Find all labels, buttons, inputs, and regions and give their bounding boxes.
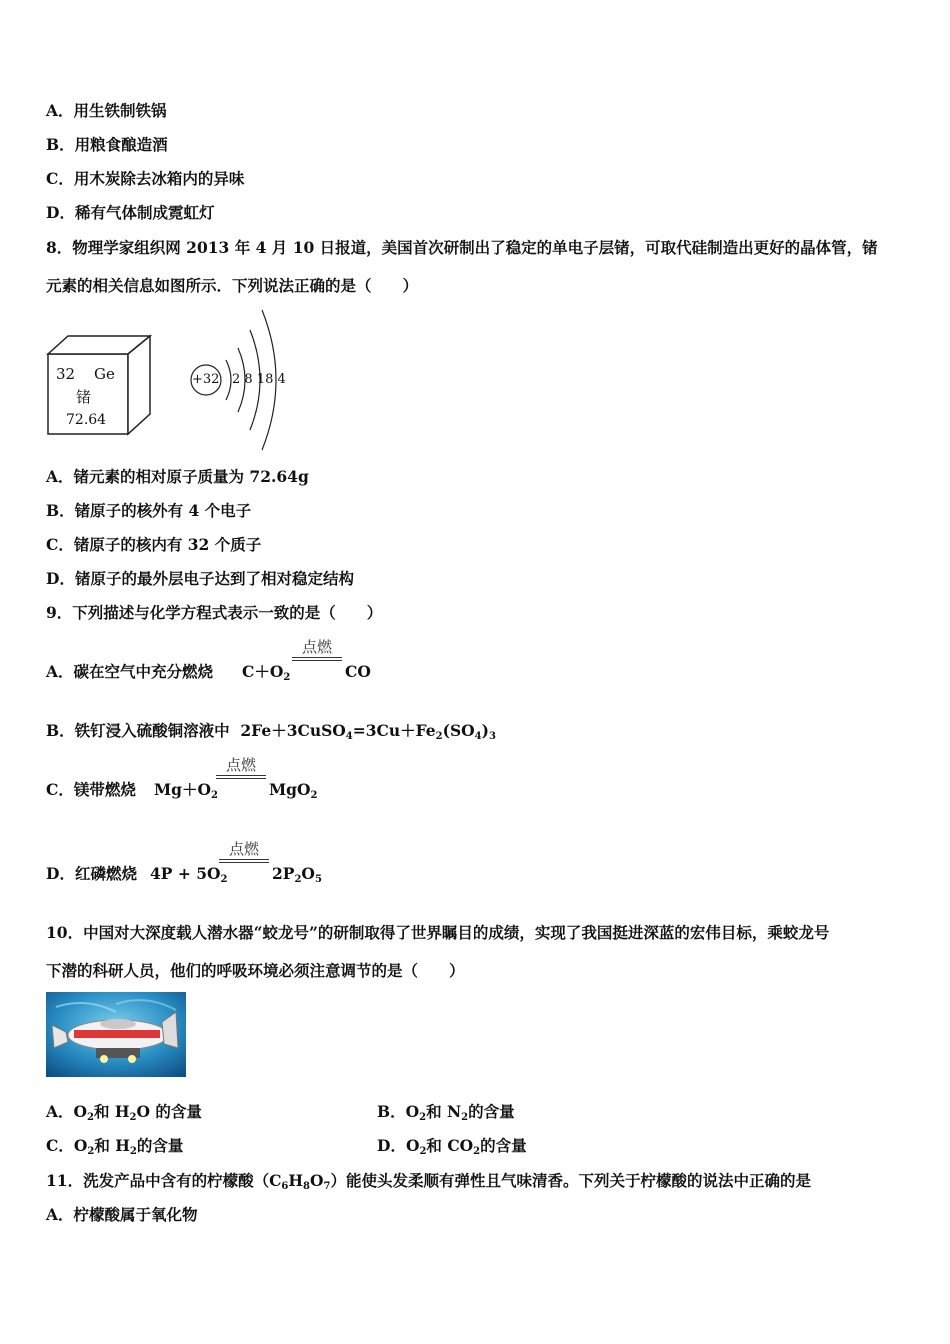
q9-d-reactants: $4P + 5O_2$ [150, 864, 228, 885]
q9-a-product: CO [345, 662, 371, 681]
q9-d-product: $2P_2O_5$ [272, 864, 322, 885]
q9-option-c-label: C．镁带燃烧 [46, 780, 136, 799]
q9-c-condition: 点燃 [225, 756, 256, 774]
jiaolong-submersible-image [46, 992, 186, 1077]
q9-option-a-label: A．碳在空气中充分燃烧 [46, 662, 214, 681]
q8-option-d: D．锗原子的最外层电子达到了相对稳定结构 [46, 569, 354, 588]
q9-d-equals-sign [219, 859, 269, 863]
q9-d-condition: 点燃 [228, 840, 259, 858]
q9-a-condition: 点燃 [301, 638, 332, 656]
element-name: 锗 [76, 388, 92, 406]
q7-option-a: A．用生铁制铁锅 [46, 101, 167, 120]
q9-a-reactants: $C+O_2$ [242, 662, 291, 683]
q10-stem-line2: 下潜的科研人员，他们的呼吸环境必须注意调节的是（ ） [46, 961, 465, 980]
q8-option-a: A．锗元素的相对原子质量为 72.64g [46, 467, 309, 486]
q10-option-b: B．$O_2$和 $N_2$的含量 [377, 1102, 515, 1123]
germanium-atom-structure [186, 306, 296, 452]
q11-stem: 11．洗发产品中含有的柠檬酸$(C_6H_8O_7)$能使头发柔顺有弹性且气味清香。下列关于柠檬酸的说法中正确的是 [46, 1171, 812, 1192]
q11-option-a: A．柠檬酸属于氧化物 [46, 1205, 198, 1224]
q8-stem-line2: 元素的相关信息如图所示．下列说法正确的是（ ） [46, 276, 419, 295]
atomic-number: 32 [56, 365, 76, 383]
q9-a-equals-sign [292, 657, 342, 661]
q7-option-c: C．用木炭除去冰箱内的异味 [46, 169, 245, 188]
electron-shells: 2 8 18 4 [232, 372, 286, 387]
q8-option-b: B．锗原子的核外有 4 个电子 [46, 501, 252, 520]
q9-option-d-label: D．红磷燃烧 [46, 864, 137, 883]
q7-option-d: D．稀有气体制成霓虹灯 [46, 203, 215, 222]
q10-stem-line1: 10．中国对大深度载人潜水器“蛟龙号”的研制取得了世界瞩目的成绩，实现了我国挺进深蓝的宏伟目标，乘蛟龙号 [46, 923, 830, 942]
element-symbol: Ge [94, 365, 115, 383]
germanium-element-cell [44, 332, 156, 438]
q9-option-b: B．铁钉浸入硫酸铜溶液中 $2Fe+3CuSO_4=3Cu+Fe_2(SO_4)_3$ [46, 721, 496, 742]
nucleus-charge: +32 [192, 372, 220, 387]
q9-c-equals-sign [216, 775, 266, 779]
q10-option-c: C．$O_2$和 $H_2$的含量 [46, 1136, 184, 1157]
q10-option-d: D．$O_2$和 $CO_2$的含量 [377, 1136, 527, 1157]
q9-c-product: MgO$_2$ [269, 780, 318, 801]
q10-option-a: A．$O_2$和 $H_2O$ 的含量 [46, 1102, 202, 1123]
q9-c-reactants: $Mg+O_2$ [154, 780, 218, 801]
atomic-mass: 72.64 [66, 412, 107, 428]
q9-stem: 9．下列描述与化学方程式表示一致的是（ ） [46, 603, 383, 622]
q8-option-c: C．锗原子的核内有 32 个质子 [46, 535, 262, 554]
q7-option-b: B．用粮食酿造酒 [46, 135, 168, 154]
q8-stem-line1: 8．物理学家组织网 2013 年 4 月 10 日报道，美国首次研制出了稳定的单电子层锗，可取代硅制造出更好的晶体管，锗 [46, 238, 878, 257]
